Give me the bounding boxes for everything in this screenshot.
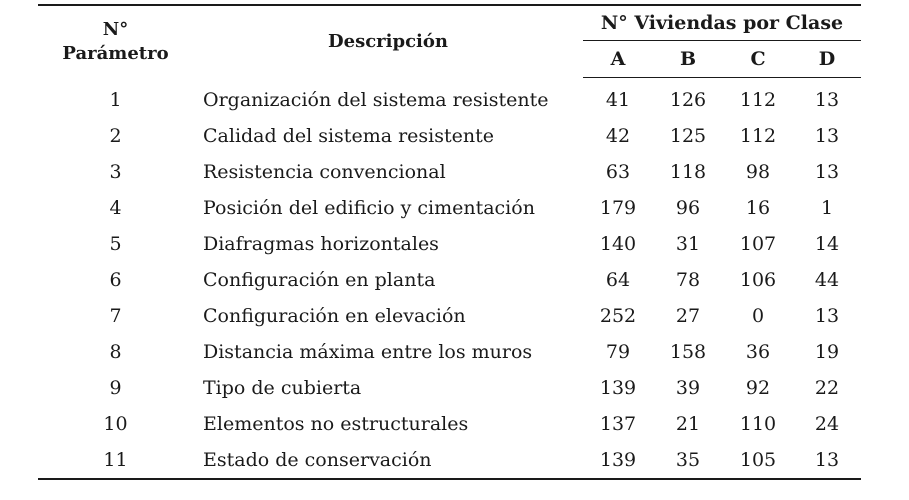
count-class-a: 64	[605, 269, 631, 291]
count-class-c: 107	[739, 233, 777, 255]
count-class-b: 31	[675, 233, 701, 255]
parameter-description: Elementos no estructurales	[203, 413, 469, 435]
table-row	[38, 78, 861, 119]
parameter-number: 2	[109, 125, 122, 147]
table-row	[38, 370, 861, 406]
parameter-description: Distancia máxima entre los muros	[203, 341, 533, 363]
count-class-b: 158	[669, 341, 707, 363]
parameter-number: 3	[109, 161, 122, 183]
count-class-d: 22	[814, 377, 840, 399]
count-class-a: 139	[599, 377, 637, 399]
count-class-c: 16	[745, 197, 771, 219]
header-class-a: A	[583, 41, 653, 78]
count-class-b: 27	[675, 305, 701, 327]
count-class-b: 118	[669, 161, 707, 183]
table-row	[38, 334, 861, 370]
table-row	[38, 442, 861, 479]
parameter-description: Calidad del sistema resistente	[203, 125, 494, 147]
table-row	[38, 190, 861, 226]
count-class-b: 39	[675, 377, 701, 399]
parameter-description: Estado de conservación	[193, 442, 583, 479]
count-class-a: 63	[605, 161, 631, 183]
count-class-d: 14	[814, 233, 840, 255]
header-class-c: C	[723, 41, 793, 78]
count-class-c: 92	[745, 377, 771, 399]
parameter-number: 8	[109, 341, 122, 363]
count-class-a: 252	[599, 305, 637, 327]
parameter-description: Configuración en elevación	[203, 305, 466, 327]
count-class-b: 125	[669, 125, 707, 147]
count-class-b: 96	[675, 197, 701, 219]
header-parameter-number-line1: N°	[102, 18, 129, 40]
count-class-a: 41	[605, 89, 631, 111]
count-class-a: 42	[605, 125, 631, 147]
table-row	[38, 226, 861, 262]
count-class-d: 44	[814, 269, 840, 291]
header-class-b: B	[653, 41, 723, 78]
parameter-description: Configuración en planta	[203, 269, 436, 291]
count-class-d: 24	[814, 413, 840, 435]
header-parameter-number-line2: Parámetro	[62, 42, 169, 64]
parameter-description: Posición del edificio y cimentación	[203, 197, 535, 219]
header-class-d: D	[793, 41, 861, 78]
count-class-c: 36	[745, 341, 771, 363]
header-parameter-number	[38, 5, 193, 78]
count-class-b: 78	[675, 269, 701, 291]
count-class-c: 106	[739, 269, 777, 291]
count-class-d: 13	[814, 89, 840, 111]
parameter-number: 4	[109, 197, 122, 219]
table-row	[38, 154, 861, 190]
parameter-table-container	[38, 4, 861, 480]
count-class-c: 112	[739, 89, 777, 111]
count-class-d: 13	[814, 305, 840, 327]
table-row	[38, 298, 861, 334]
count-class-b: 35	[653, 442, 723, 479]
count-class-a: 139	[583, 442, 653, 479]
count-class-b: 21	[675, 413, 701, 435]
count-class-d: 1	[820, 197, 834, 219]
count-class-c: 98	[745, 161, 771, 183]
count-class-d: 13	[814, 125, 840, 147]
count-class-c: 110	[739, 413, 777, 435]
table-header	[38, 5, 861, 78]
header-dwellings-by-class: N° Viviendas por Clase	[583, 5, 861, 41]
count-class-d: 13	[793, 442, 861, 479]
count-class-a: 137	[599, 413, 637, 435]
count-class-c: 0	[751, 305, 765, 327]
parameter-description: Resistencia convencional	[203, 161, 446, 183]
parameter-number: 9	[109, 377, 122, 399]
table-row	[38, 406, 861, 442]
count-class-d: 13	[814, 161, 840, 183]
count-class-d: 19	[814, 341, 840, 363]
count-class-a: 179	[599, 197, 637, 219]
count-class-a: 140	[599, 233, 637, 255]
count-class-a: 79	[605, 341, 631, 363]
count-class-c: 112	[739, 125, 777, 147]
parameter-number: 5	[109, 233, 122, 255]
parameter-number: 11	[38, 442, 193, 479]
parameter-description: Diafragmas horizontales	[203, 233, 439, 255]
parameter-description: Tipo de cubierta	[203, 377, 362, 399]
parameter-description: Organización del sistema resistente	[203, 88, 549, 111]
table-row	[38, 118, 861, 154]
count-class-c: 105	[723, 442, 793, 479]
table-body	[38, 78, 861, 480]
parameter-number: 6	[109, 269, 122, 291]
parameter-number: 1	[109, 88, 122, 111]
header-description: Descripción	[193, 5, 583, 78]
parameter-number: 7	[109, 305, 122, 327]
parameter-number: 10	[103, 413, 128, 435]
count-class-b: 126	[669, 89, 707, 111]
table-row	[38, 262, 861, 298]
parameter-table	[38, 4, 861, 480]
